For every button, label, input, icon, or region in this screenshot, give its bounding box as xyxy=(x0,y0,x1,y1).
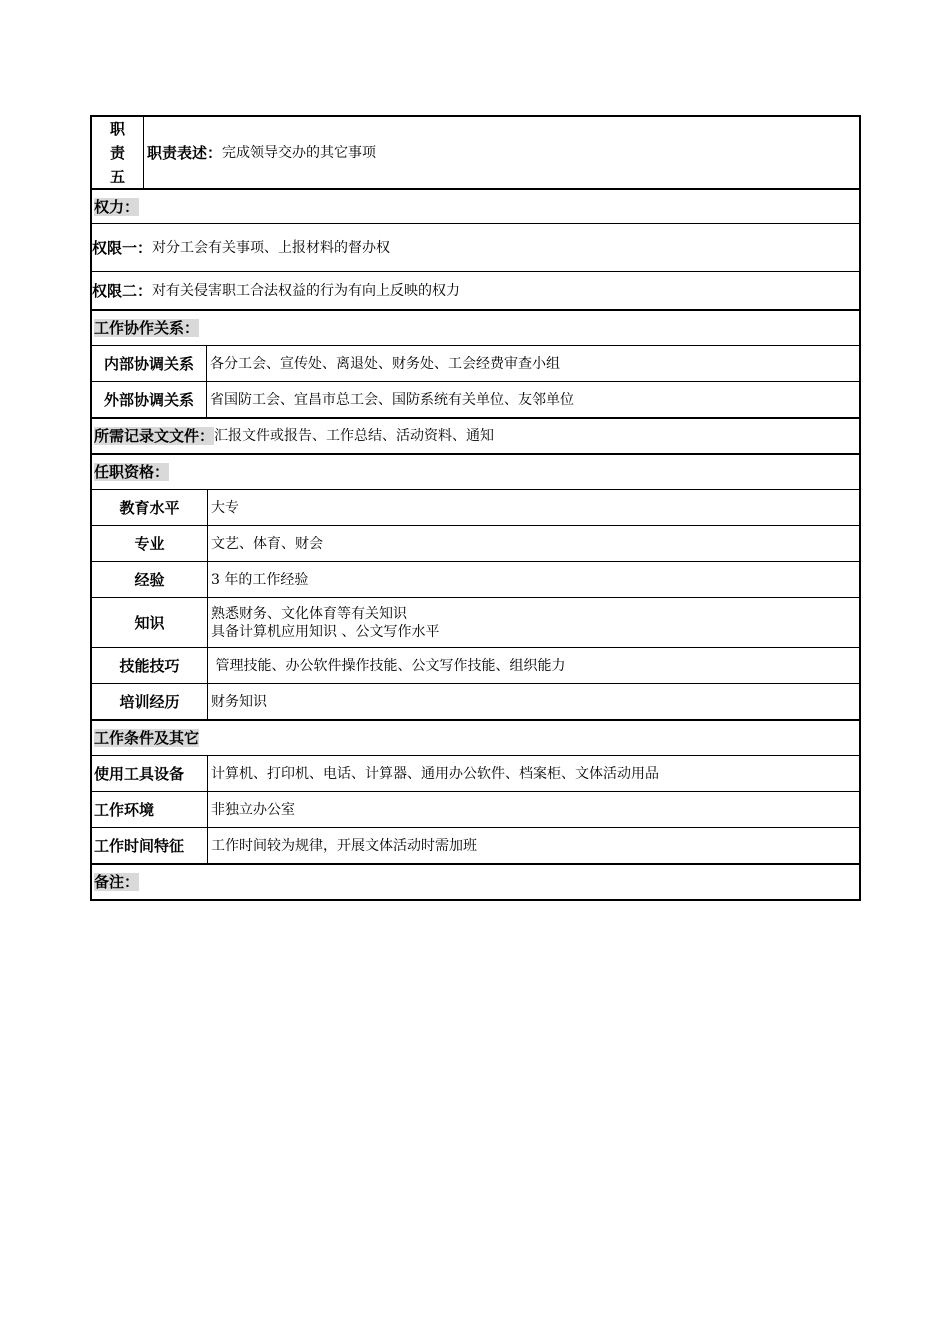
authority-item-row xyxy=(90,271,861,309)
cooperation-header xyxy=(92,311,199,345)
conditions-label: 工作时间特征 xyxy=(92,828,208,863)
authority-item-text: 对有关侵害职工合法权益的行为有向上反映的权力 xyxy=(152,282,461,299)
authority-header-row xyxy=(90,188,861,223)
cooperation-text: 各分工会、宣传处、离退处、财务处、工会经费审查小组 xyxy=(210,355,560,372)
duty-five-char-1: 职 xyxy=(109,119,125,138)
conditions-text: 工作时间较为规律，开展文体活动时需加班 xyxy=(211,837,477,854)
duty-five-desc-label: 职责表述： xyxy=(147,143,223,162)
qualification-value: 财务知识 xyxy=(211,693,267,710)
conditions-text: 计算机、打印机、电话、计算器、通用办公软件、档案柜、文体活动用品 xyxy=(211,765,659,782)
qualification-row xyxy=(90,647,861,683)
cooperation-label: 外部协调关系 xyxy=(92,382,207,417)
authority-item-label: 权限一： xyxy=(92,238,153,257)
conditions-header xyxy=(92,721,199,755)
qualification-label: 教育水平 xyxy=(92,490,208,525)
qualification-row xyxy=(90,683,861,719)
qualification-value: 文艺、体育、财会 xyxy=(211,535,323,552)
cooperation-row xyxy=(90,345,861,381)
qualification-row xyxy=(90,597,861,647)
duty-five-char-3: 五 xyxy=(109,167,125,186)
qualification-label: 专业 xyxy=(92,526,208,561)
records-label: 所需记录文文件： xyxy=(94,427,215,445)
duty-five-description xyxy=(144,117,859,188)
authority-item xyxy=(92,272,460,309)
cooperation-header-text: 工作协作关系： xyxy=(94,319,200,337)
qualification-label: 技能技巧 xyxy=(92,648,208,683)
records-row xyxy=(90,417,861,453)
qualification-value xyxy=(208,598,859,647)
conditions-row xyxy=(90,827,861,863)
duty-five-row xyxy=(90,115,861,188)
authority-item-label: 权限二： xyxy=(92,281,153,300)
qualification-header-row xyxy=(90,453,861,489)
job-description-table xyxy=(90,115,861,901)
cooperation-text: 省国防工会、宜昌市总工会、国防系统有关单位、友邻单位 xyxy=(210,391,574,408)
qualification-label: 知识 xyxy=(92,598,208,647)
conditions-row xyxy=(90,791,861,827)
remarks-header xyxy=(92,865,139,899)
conditions-row xyxy=(90,755,861,791)
authority-item-text: 对分工会有关事项、上报材料的督办权 xyxy=(152,239,391,256)
qualification-value: 大专 xyxy=(211,499,239,516)
qualification-header-text: 任职资格： xyxy=(94,463,170,481)
qualification-value-line: 具备计算机应用知识 、公文写作水平 xyxy=(211,623,440,640)
qualification-label: 培训经历 xyxy=(92,684,208,719)
conditions-label: 工作环境 xyxy=(92,792,208,827)
qualification-header xyxy=(92,455,169,489)
conditions-text: 非独立办公室 xyxy=(211,801,295,818)
cooperation-label: 内部协调关系 xyxy=(92,346,207,381)
authority-header-text: 权力： xyxy=(94,197,140,216)
qualification-row xyxy=(90,525,861,561)
duty-five-side-label xyxy=(92,117,144,188)
qualification-row xyxy=(90,489,861,525)
conditions-label: 使用工具设备 xyxy=(92,756,208,791)
records-text: 汇报文件或报告、工作总结、活动资料、通知 xyxy=(214,428,495,444)
authority-item-row xyxy=(90,223,861,271)
authority-item xyxy=(92,224,390,271)
remarks-header-text: 备注： xyxy=(94,873,140,891)
remarks-row xyxy=(90,863,861,901)
qualification-value: 3 年的工作经验 xyxy=(211,571,309,588)
qualification-value: 管理技能、办公软件操作技能、公文写作技能、组织能力 xyxy=(211,657,566,674)
records-cell xyxy=(92,419,494,453)
conditions-header-text: 工作条件及其它 xyxy=(94,729,200,747)
qualification-row xyxy=(90,561,861,597)
cooperation-row xyxy=(90,381,861,417)
conditions-header-row xyxy=(90,719,861,755)
authority-header xyxy=(92,190,139,223)
cooperation-header-row xyxy=(90,309,861,345)
qualification-value-line: 熟悉财务、文化体育等有关知识 xyxy=(211,605,407,622)
duty-five-desc-text: 完成领导交办的其它事项 xyxy=(222,144,377,161)
duty-five-char-2: 责 xyxy=(109,143,125,162)
qualification-label: 经验 xyxy=(92,562,208,597)
